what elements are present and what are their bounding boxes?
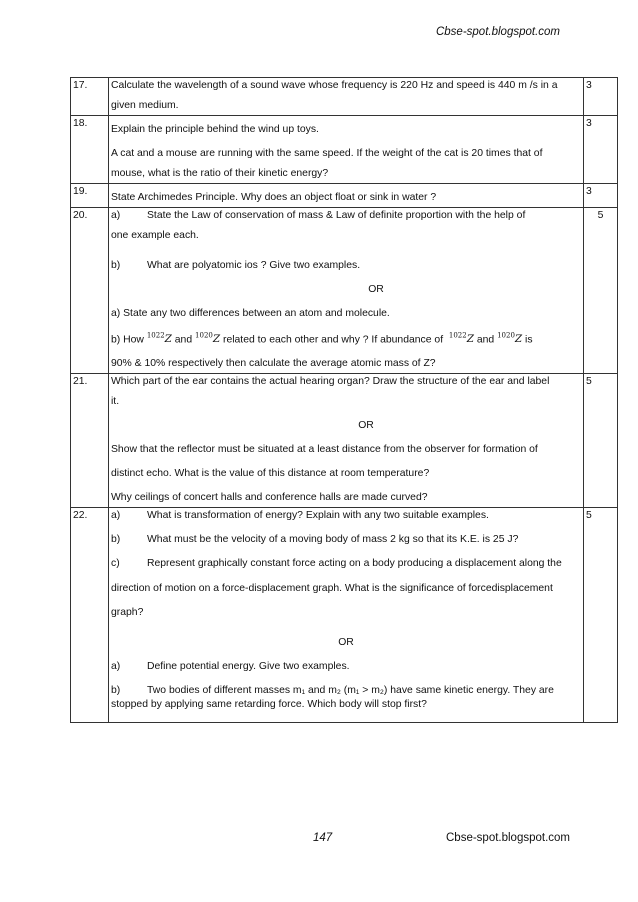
question-marks: 5: [584, 508, 618, 722]
isotope-mass: 22: [155, 331, 165, 340]
question-number: 17.: [71, 78, 109, 116]
part-text: and: [476, 333, 495, 345]
question-marks: 3: [584, 78, 618, 116]
question-line: Calculate the wavelength of a sound wave whose frequency is 220 Hz and speed is 440 m /s in a: [111, 80, 558, 91]
question-number: 18.: [71, 116, 109, 184]
part-text: and: [174, 333, 193, 345]
question-line: it.: [111, 396, 120, 408]
question-text: [109, 374, 584, 508]
part-text: Define potential energy. Give two examples.: [147, 660, 350, 672]
question-table: [70, 77, 618, 723]
table-row: [71, 116, 618, 184]
part-text: What is transformation of energy? Explain with any two suitable examples.: [147, 510, 489, 522]
question-line: Explain the principle behind the wind up toys.: [111, 124, 319, 136]
question-line: direction of motion on a force-displacement graph. What is the significance of forcedisplacement: [111, 582, 553, 594]
isotope-z20: [195, 333, 220, 345]
isotope-prefix: 10: [448, 331, 458, 340]
question-marks: 5: [584, 208, 618, 374]
part-text: is: [525, 333, 533, 345]
isotope-z22: [449, 333, 474, 345]
question-text: [109, 208, 584, 374]
question-line: Which part of the ear contains the actual hearing organ? Draw the structure of the ear and label: [111, 376, 550, 388]
isotope-symbol: Z: [164, 332, 172, 345]
question-line: 90% & 10% respectively then calculate the average atomic mass of Z?: [111, 358, 436, 370]
question-line: A cat and a mouse are running with the same speed. If the weight of the cat is 20 times that of: [111, 148, 543, 160]
isotope-prefix: 10: [195, 331, 204, 340]
or-separator: OR: [368, 284, 384, 296]
question-number: 19.: [71, 184, 109, 208]
part-label: b): [111, 534, 121, 546]
header-site-url: Cbse-spot.blogspot.com: [435, 26, 560, 38]
question-marks: 5: [584, 374, 618, 508]
part-label: c): [111, 558, 120, 570]
table-row: [71, 508, 618, 722]
isotope-mass: 20: [505, 331, 515, 340]
footer-site-url: Cbse-spot.blogspot.com: [446, 832, 571, 844]
question-line: graph?: [111, 606, 144, 618]
part-text: Two bodies of different masses m₁ and m₂ (m₁ > m₂) have same kinetic energy. They are: [147, 684, 554, 696]
question-number: 22.: [71, 508, 109, 722]
part-text: What are polyatomic ios ? Give two examples.: [147, 260, 361, 272]
question-line: one example each.: [111, 230, 199, 242]
question-line: given medium.: [111, 100, 179, 112]
isotope-symbol: Z: [514, 332, 523, 345]
question-line: Why ceilings of concert halls and conference halls are made curved?: [111, 492, 428, 504]
isotope-symbol: Z: [212, 332, 221, 345]
table-row: [71, 184, 618, 208]
part-text: related to each other and why ? If abundance of: [222, 333, 444, 345]
question-line: Show that the reflector must be situated at a least distance from the observer for formation of: [111, 444, 538, 456]
isotope-line: [111, 332, 581, 348]
part-label: b): [111, 684, 121, 696]
question-line: State Archimedes Principle. Why does an object float or sink in water ?: [111, 192, 437, 204]
table-row: [71, 208, 618, 374]
question-line: a) State any two differences between an atom and molecule.: [111, 308, 390, 320]
or-separator: OR: [358, 420, 374, 432]
part-label: a): [111, 210, 121, 222]
isotope-mass: 20: [203, 331, 213, 340]
isotope-z22: [147, 333, 172, 345]
part-text: Represent graphically constant force acting on a body producing a displacement along the: [147, 558, 562, 570]
isotope-prefix: 10: [497, 331, 506, 340]
page-number: 147: [313, 832, 333, 844]
part-text: What must be the velocity of a moving body of mass 2 kg so that its K.E. is 25 J?: [147, 534, 519, 546]
question-marks: 3: [584, 116, 618, 184]
part-text: State the Law of conservation of mass & Law of definite proportion with the help of: [147, 210, 526, 222]
table-row: [71, 78, 618, 116]
question-number: 20.: [71, 208, 109, 374]
question-line: stopped by applying same retarding force. Which body will stop first?: [111, 698, 427, 710]
part-label: b): [111, 260, 121, 272]
question-number: 21.: [71, 374, 109, 508]
question-line: mouse, what is the ratio of their kinetic energy?: [111, 168, 329, 180]
question-line: distinct echo. What is the value of this distance at room temperature?: [111, 468, 430, 480]
or-separator: OR: [338, 636, 354, 648]
part-label: a): [111, 660, 121, 672]
question-text: [109, 78, 584, 116]
isotope-prefix: 10: [146, 331, 156, 340]
part-label: a): [111, 510, 121, 522]
question-text: [109, 184, 584, 208]
isotope-z20: [497, 333, 522, 345]
isotope-mass: 22: [457, 331, 467, 340]
table-row: [71, 374, 618, 508]
isotope-symbol: Z: [466, 332, 474, 345]
question-text: [109, 116, 584, 184]
part-text: b) How: [111, 333, 144, 345]
question-marks: 3: [584, 184, 618, 208]
question-text: [109, 508, 584, 722]
